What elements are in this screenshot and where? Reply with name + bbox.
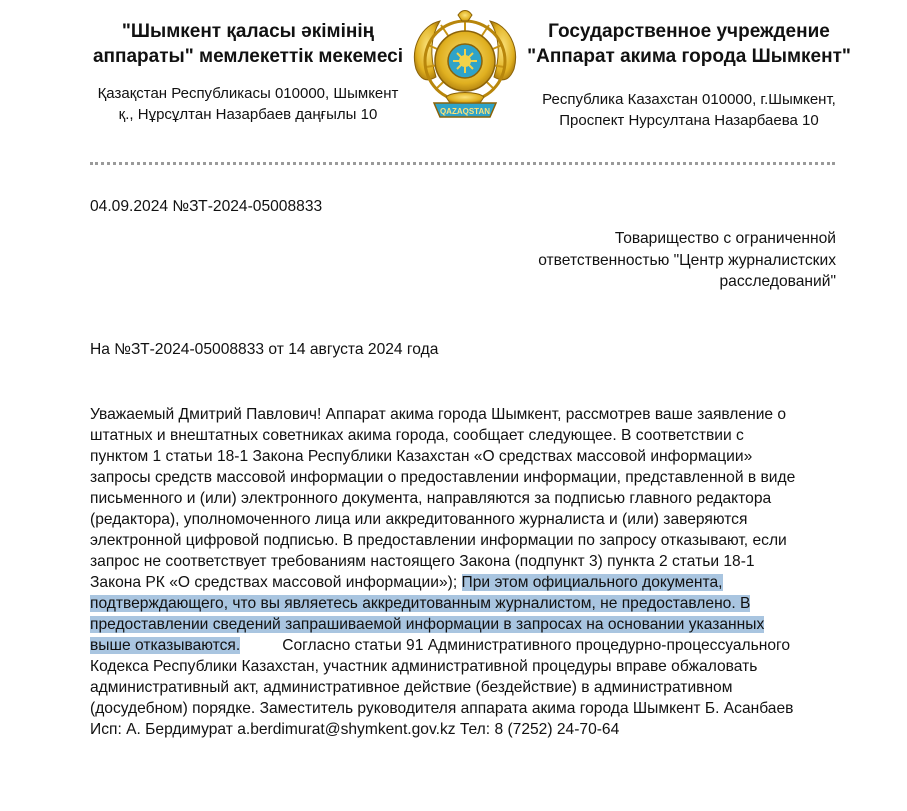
letter-line [90, 551, 830, 572]
letter-text: Исп: А. Бердимурат a.berdimurat@shymkent.gov.kz Тел: 8 (7252) 24-70-64 [90, 721, 620, 738]
letter-text: письменного и (или) электронного документа, направляются за подписью главного редактора [90, 490, 772, 507]
emblem-ribbon-text: QAZAQSTAN [439, 107, 491, 116]
header-right-title-line: "Аппарат акима города Шымкент" [527, 46, 851, 67]
highlighted-text[interactable]: подтверждающего, что вы являетесь аккредитованным журналистом, не предоставлено. В [90, 595, 751, 612]
header-divider [90, 162, 835, 165]
letter-text: (редактора), уполномоченного лица или аккредитованного журналиста и (или) заверяются [90, 511, 748, 528]
letter-line [90, 404, 830, 425]
letter-line [90, 593, 830, 614]
letter-text: Закона РК «О средствах массовой информации»); [90, 574, 462, 591]
letter-text: административный акт, административное действие (бездействие) в административном [90, 679, 733, 696]
header-right-address-line: Республика Казахстан 010000, г.Шымкент, [542, 91, 836, 108]
header-left-address [92, 83, 404, 125]
header-left-title-line: аппараты" мемлекеттік мекемесі [92, 46, 404, 67]
highlighted-text[interactable]: выше отказываются. [90, 637, 241, 654]
highlighted-text[interactable]: При этом официального документа, [461, 574, 723, 591]
letter-text: пунктом 1 статьи 18-1 Закона Республики Казахстан «О средствах массовой информации» [90, 448, 753, 465]
letter-text: запросы средств массовой информации о предоставлении информации, представленной в виде [90, 469, 796, 486]
recipient-line: ответственностью "Центр журналистских [538, 251, 836, 269]
letter-line [90, 635, 830, 656]
letter-line [90, 446, 830, 467]
letter-line [90, 509, 830, 530]
letter-line [90, 656, 830, 677]
letter-text: запрос не соответствует требованиям настоящего Закона (подпункт 3) пункта 2 статьи 18-1 [90, 553, 755, 570]
header-left-title [92, 19, 404, 69]
header-right-title [520, 19, 858, 69]
state-emblem-svg [406, 7, 524, 127]
recipient-line: расследований" [719, 273, 836, 290]
header-right-address [520, 89, 858, 131]
letter-body [90, 404, 830, 740]
header-right-title-line: Государственное учреждение [548, 21, 830, 42]
letter-line [90, 572, 830, 593]
letter-line [90, 698, 830, 719]
document-reference-number: 04.09.2024 №ЗТ-2024-05008833 [90, 198, 323, 215]
reply-reference: На №ЗТ-2024-05008833 от 14 августа 2024 года [90, 341, 439, 358]
state-emblem-icon [406, 7, 524, 127]
letter-text: электронной цифровой подписью. В предоставлении информации по запросу отказывают, если [90, 532, 787, 549]
letter-line [90, 677, 830, 698]
letter-text: Кодекса Республики Казахстан, участник административной процедуры вправе обжаловать [90, 658, 758, 675]
letter-line [90, 467, 830, 488]
letter-line [90, 719, 830, 740]
letter-line [90, 614, 830, 635]
letter-text: (досудебном) порядке. Заместитель руководителя аппарата акима города Шымкент Б. Асанбаев [90, 700, 794, 717]
recipient-block [500, 228, 836, 293]
recipient-line: Товарищество с ограниченной [614, 230, 836, 247]
letter-text: Согласно статьи 91 Административного процедурно-процессуального [282, 637, 791, 654]
letter-text: штатных и внештатных советниках акима города, сообщает следующее. В соответствии с [90, 427, 744, 444]
header-left-address-line: қ., Нұрсұлтан Назарбаев даңғылы 10 [118, 106, 378, 123]
highlighted-text[interactable]: предоставлении сведений запрашиваемой информации в запросах на основании указанных [90, 616, 765, 633]
header-right-address-line: Проспект Нурсултана Назарбаева 10 [559, 112, 819, 129]
letter-line [90, 488, 830, 509]
header-left-address-line: Қазақстан Республикасы 010000, Шымкент [97, 85, 399, 102]
letter-line [90, 530, 830, 551]
letter-text: Уважаемый Дмитрий Павлович! Аппарат акима города Шымкент, рассмотрев ваше заявление о [90, 406, 787, 423]
letter-line [90, 425, 830, 446]
header-left-title-line: "Шымкент қаласы әкімінің [121, 21, 375, 42]
